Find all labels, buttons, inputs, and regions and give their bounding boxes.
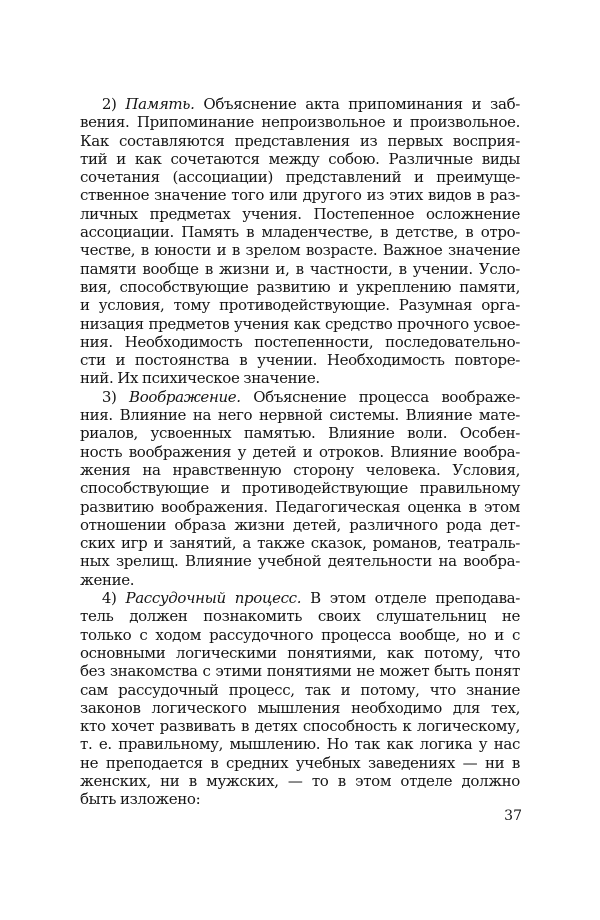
paragraph-indent [80, 589, 102, 607]
section-number: 2) [101, 95, 117, 113]
text-line: ных зрелищ. Влияние учебной деятельности на вообра- [80, 552, 520, 571]
text-line: ния. Необходимость постепенности, последовательно- [80, 332, 520, 351]
paragraph-indent [80, 388, 102, 406]
text-line: ний. Их психическое значение. [80, 369, 320, 388]
text-line: отношении образа жизни детей, различного рода дет- [80, 515, 520, 534]
text-line: жение. [80, 570, 135, 589]
text-line: сам рассудочный процесс, так и потому, что знание [80, 680, 520, 699]
text-line: сти и постоянства в учении. Необходимость повторе- [80, 351, 520, 370]
text-line: низация предметов учения как средство прочного усвое- [80, 314, 520, 333]
section-number: 3) [101, 387, 117, 406]
text-line: Как составляются представления из первых восприя- [80, 131, 520, 150]
text-line-content: Объяснение акта припоминания и заб- [194, 95, 520, 113]
text-line: быть изложено: [80, 790, 201, 809]
section-heading: Воображение. [129, 387, 241, 406]
text-line: риалов, усвоенных памятью. Влияние воли. Особен- [80, 424, 520, 443]
text-line: развитию воображения. Педагогическая оценка в этом [80, 497, 520, 516]
text-line: без знакомства с этими понятиями не может быть понят [80, 662, 520, 681]
text-line-content: Объяснение процесса воображе- [240, 387, 521, 406]
text-line: вия, способствующие развитию и укреплению памяти, [80, 277, 520, 296]
text-line: способствующие и противодействующие правильному [80, 479, 520, 498]
page-number: 37 [504, 808, 522, 824]
paragraph-indent [80, 95, 102, 113]
text-line [80, 95, 520, 113]
text-line: тий и как сочетаются между собою. Различные виды [80, 149, 520, 168]
text-line: честве, в юности и в зрелом возрасте. Важное значение [80, 241, 520, 260]
text-line: вения. Припоминание непроизвольное и произвольное. [80, 113, 520, 132]
text-line: тель должен познакомить своих слушательниц не [80, 607, 520, 626]
text-line: сочетания (ассоциации) представлений и преимуще- [80, 168, 520, 187]
section-heading: Память. [125, 95, 195, 113]
section-heading: Рассудочный процесс. [125, 589, 302, 608]
text-line: не преподается в средних учебных заведениях — ни в [80, 753, 520, 772]
text-line: личных предметах учения. Постепенное осложнение [80, 204, 520, 223]
text-line: ассоциации. Память в младенчестве, в детстве, в отро- [80, 223, 520, 242]
text-line: основными логическими понятиями, как потому, что [80, 643, 520, 662]
text-line: памяти вообще в жизни и, в частности, в учении. Усло- [80, 259, 520, 278]
section-number: 4) [101, 589, 117, 608]
text-line: законов логического мышления необходимо для тех, [80, 698, 520, 717]
text-line [80, 589, 520, 607]
text-line: кто хочет развивать в детях способность к логическому, [80, 717, 520, 736]
text-line: ских игр и занятий, а также сказок, романов, театраль- [80, 534, 520, 553]
text-line: ственное значение того или другого из этих видов в раз- [80, 186, 520, 205]
text-line: и условия, тому противодействующие. Разумная орга- [80, 296, 520, 315]
text-line-content: В этом отделе преподава- [301, 589, 520, 608]
text-line: только с ходом рассудочного процесса вообще, но и с [80, 625, 520, 644]
text-line [80, 388, 520, 406]
text-line: жения на нравственную сторону человека. Условия, [80, 460, 520, 479]
text-line: т. е. правильному, мышлению. Но так как логика у нас [80, 735, 520, 754]
text-line: женских, ни в мужских, — то в этом отделе должно [80, 771, 520, 790]
body-text [80, 95, 520, 809]
text-line: ния. Влияние на него нервной системы. Влияние мате- [80, 406, 520, 425]
text-line: ность воображения у детей и отроков. Влияние вообра- [80, 442, 520, 461]
